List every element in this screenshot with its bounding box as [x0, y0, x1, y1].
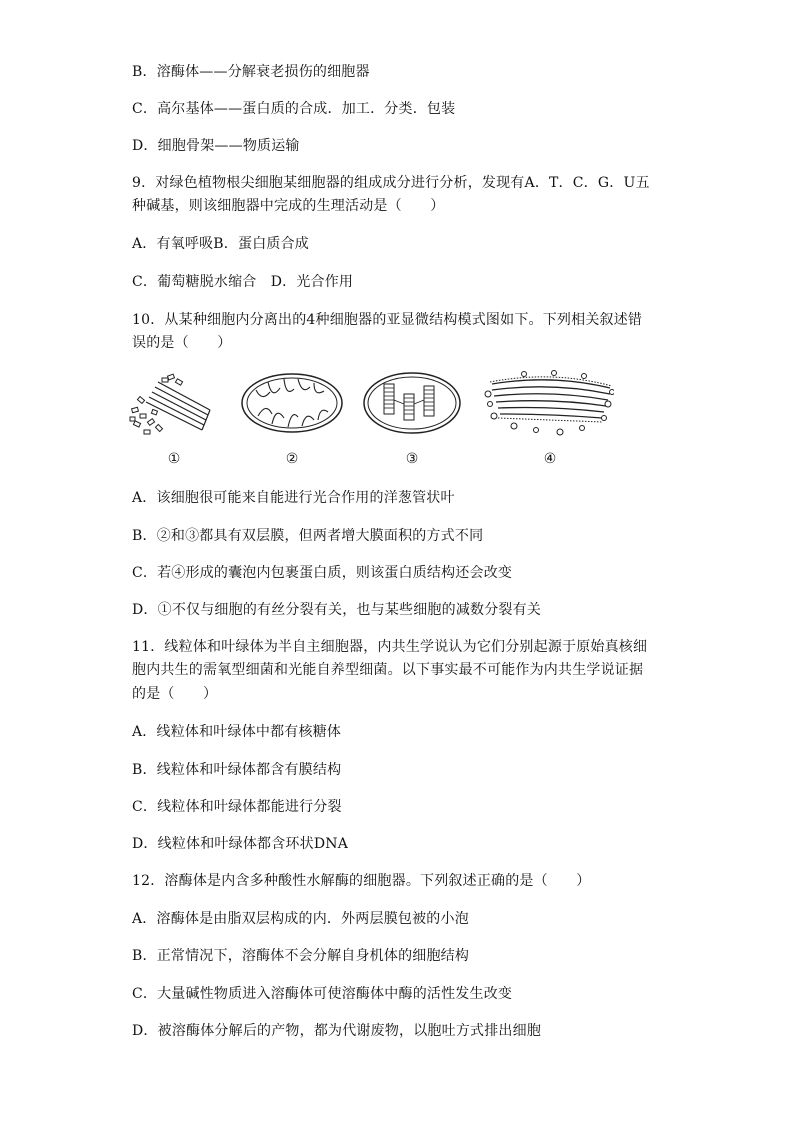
option-9ab: A．有氧呼吸B．蛋白质合成 — [132, 236, 309, 252]
option-11a: A．线粒体和叶绿体中都有核糖体 — [132, 724, 342, 740]
question-11-line-2: 胞内共生的需氧型细菌和光能自养型细菌。以下事实最不可能作为内共生学说证据 — [132, 662, 644, 678]
question-11-line-1: 11．线粒体和叶绿体为半自主细胞器，内共生学说认为它们分别起源于原始真核细 — [132, 639, 648, 655]
question-10-line-2: 误的是（ ） — [132, 335, 232, 351]
figure-label-3: ③ — [405, 451, 419, 467]
question-12: 12．溶酶体是内含多种酸性水解酶的细胞器。下列叙述正确的是（ ） — [132, 873, 591, 889]
centriole-icon — [128, 370, 218, 444]
option-10d: D．①不仅与细胞的有丝分裂有关，也与某些细胞的减数分裂有关 — [132, 602, 542, 618]
question-10-line-1: 10．从某种细胞内分离出的4种细胞器的亚显微结构模式图如下。下列相关叙述错 — [132, 312, 643, 328]
figure-label-2: ② — [285, 451, 299, 467]
figure-label-1: ① — [167, 451, 181, 467]
option-10a: A．该细胞很可能来自能进行光合作用的洋葱管状叶 — [132, 490, 455, 506]
option-12d: D．被溶酶体分解后的产物，都为代谢废物，以胞吐方式排出细胞 — [132, 1023, 542, 1039]
option-11d: D．线粒体和叶绿体都含环状DNA — [132, 836, 349, 852]
option-12c: C．大量碱性物质进入溶酶体可使溶酶体中酶的活性发生改变 — [132, 986, 513, 1002]
option-10b: B．②和③都具有双层膜，但两者增大膜面积的方式不同 — [132, 528, 484, 544]
chloroplast-icon — [362, 370, 462, 440]
option-10c: C．若④形成的囊泡内包裹蛋白质，则该蛋白质结构还会改变 — [132, 565, 513, 581]
option-11b: B．线粒体和叶绿体都含有膜结构 — [132, 762, 342, 778]
golgi-apparatus-icon — [484, 370, 614, 444]
question-9-line-2: 种碱基，则该细胞器中完成的生理活动是（ ） — [132, 198, 445, 214]
option-9cd: C．葡萄糖脱水缩合 D．光合作用 — [132, 274, 354, 290]
option-8c: C．高尔基体——蛋白质的合成．加工．分类．包装 — [132, 101, 456, 117]
question-9-line-1: 9．对绿色植物根尖细胞某细胞器的组成成分进行分析，发现有A．T．C．G．U五 — [132, 175, 650, 191]
option-8b: B．溶酶体——分解衰老损伤的细胞器 — [132, 64, 370, 80]
question-11-line-3: 的是（ ） — [132, 686, 218, 702]
organelle-figure — [128, 370, 628, 470]
figure-label-4: ④ — [543, 451, 557, 467]
mitochondrion-icon — [240, 370, 344, 440]
option-8d: D．细胞骨架——物质运输 — [132, 138, 300, 154]
option-12b: B．正常情况下，溶酶体不会分解自身机体的细胞结构 — [132, 948, 470, 964]
option-11c: C．线粒体和叶绿体都能进行分裂 — [132, 799, 342, 815]
option-12a: A．溶酶体是由脂双层构成的内．外两层膜包被的小泡 — [132, 911, 469, 927]
